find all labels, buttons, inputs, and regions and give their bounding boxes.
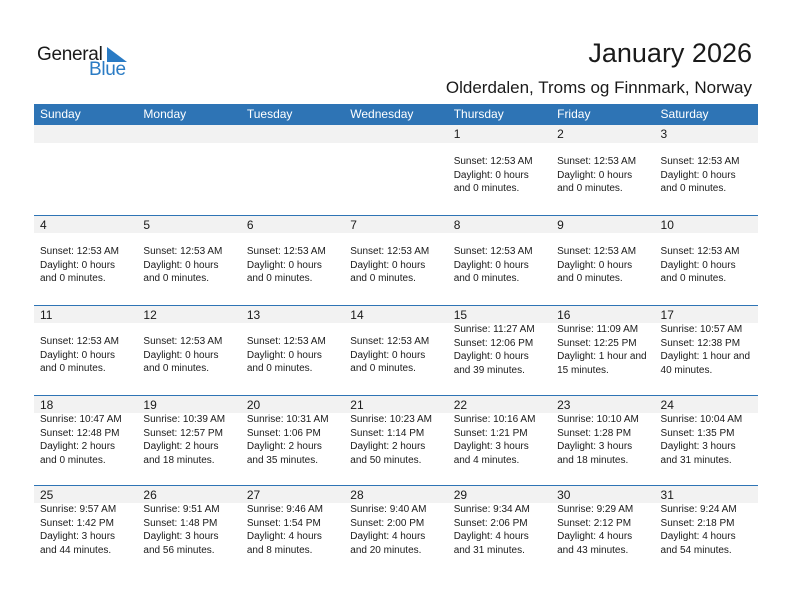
day-detail-line: Daylight: 4 hours — [453, 531, 529, 542]
weekday-sunday: Sunday — [40, 107, 81, 121]
day-cell — [241, 323, 344, 377]
day-number: 13 — [246, 308, 261, 322]
day-detail-line: Daylight: 2 hours — [40, 441, 116, 452]
day-detail-line: and 4 minutes. — [453, 454, 520, 466]
day-number: 24 — [660, 398, 674, 412]
day-number-row — [34, 215, 758, 233]
day-detail-line: Sunset: 2:00 PM — [350, 517, 425, 529]
day-detail-line: and 0 minutes. — [246, 363, 313, 374]
week-row — [34, 125, 758, 215]
day-detail-line: Daylight: 3 hours — [40, 531, 116, 542]
day-detail-line: Sunset: 1:42 PM — [40, 517, 114, 529]
weekday-tuesday: Tuesday — [246, 107, 293, 121]
logo-text-general: General — [37, 44, 103, 65]
day-detail-line: Sunset: 12:53 AM — [660, 156, 740, 167]
day-number — [241, 125, 344, 143]
weeks-container — [34, 125, 758, 575]
day-cell — [344, 143, 447, 196]
day-detail-line: Sunset: 12:48 PM — [40, 427, 120, 439]
day-cell — [655, 413, 758, 467]
day-detail-line: Sunrise: 10:04 AM — [660, 414, 743, 425]
day-detail-line: Sunrise: 10:57 AM — [660, 324, 743, 335]
day-detail-line: Sunrise: 11:09 AM — [557, 324, 639, 335]
day-detail-line: Sunset: 12:06 PM — [453, 337, 534, 349]
day-cell — [34, 233, 137, 286]
day-number: 19 — [143, 398, 157, 412]
week-row — [34, 485, 758, 575]
day-detail-line: and 0 minutes. — [40, 273, 106, 284]
day-detail-line: and 0 minutes. — [557, 273, 623, 284]
day-detail-line: Daylight: 0 hours — [143, 259, 219, 271]
day-detail-line: Sunset: 12:53 AM — [660, 246, 740, 257]
day-cell — [34, 323, 137, 377]
day-number: 16 — [557, 308, 571, 322]
day-detail-line: Sunset: 2:18 PM — [660, 517, 735, 529]
day-detail-line: and 0 minutes. — [453, 183, 520, 194]
logo-text-blue: Blue — [89, 59, 126, 80]
day-info-row — [34, 323, 758, 377]
day-detail-line: Sunset: 12:57 PM — [143, 427, 223, 439]
weekday-wednesday: Wednesday — [350, 107, 414, 121]
day-detail-line: Daylight: 3 hours — [557, 441, 633, 452]
day-detail-line: Daylight: 0 hours — [40, 259, 116, 271]
day-detail-line: Daylight: 3 hours — [453, 441, 529, 452]
day-detail-line: Daylight: 0 hours — [660, 169, 736, 181]
day-cell — [551, 143, 654, 196]
day-detail-line: Sunset: 1:35 PM — [660, 427, 735, 439]
day-detail-line: and 0 minutes. — [453, 273, 520, 284]
day-detail-line: and 0 minutes. — [40, 363, 106, 374]
day-number: 25 — [40, 488, 54, 502]
day-detail-line: Daylight: 3 hours — [143, 531, 219, 542]
day-detail-line: Daylight: 2 hours — [350, 441, 426, 452]
day-detail-line: and 35 minutes. — [246, 454, 319, 466]
day-number-row — [34, 485, 758, 503]
day-detail-line: Sunset: 2:06 PM — [453, 517, 528, 529]
day-detail-line: Daylight: 0 hours — [246, 349, 322, 361]
day-cell — [655, 503, 758, 557]
day-detail-line: Daylight: 3 hours — [660, 441, 736, 452]
day-number: 9 — [557, 218, 564, 232]
day-detail-line: Daylight: 0 hours — [40, 349, 116, 361]
weekday-saturday: Saturday — [660, 107, 709, 121]
day-detail-line: Sunset: 12:38 PM — [660, 337, 741, 349]
day-info-row — [34, 413, 758, 467]
day-detail-line: Sunrise: 9:29 AM — [557, 504, 634, 515]
day-detail-line: Sunset: 1:48 PM — [143, 517, 218, 529]
day-cell — [241, 143, 344, 196]
day-detail-line: Sunset: 12:53 AM — [143, 246, 223, 257]
day-number: 17 — [660, 308, 674, 322]
day-detail-line: and 0 minutes. — [143, 363, 210, 374]
day-detail-line: Sunset: 12:53 AM — [557, 246, 637, 257]
location-subtitle: Olderdalen, Troms og Finnmark, Norway — [445, 78, 752, 97]
day-cell — [344, 503, 447, 557]
day-detail-line: Sunset: 1:28 PM — [557, 427, 632, 439]
day-detail-line: Daylight: 0 hours — [143, 349, 219, 361]
day-detail-line: Sunset: 12:53 AM — [557, 156, 637, 167]
day-detail-line: Sunset: 12:53 AM — [143, 336, 223, 347]
calendar-grid — [34, 104, 758, 575]
day-number: 15 — [453, 308, 468, 322]
day-detail-line: Sunrise: 9:24 AM — [660, 504, 737, 515]
day-cell — [241, 233, 344, 286]
day-detail-line: Sunrise: 9:40 AM — [350, 504, 427, 515]
day-detail-line: Sunrise: 9:34 AM — [453, 504, 530, 515]
day-detail-line: and 0 minutes. — [246, 273, 313, 284]
day-cell — [448, 143, 551, 196]
day-detail-line: and 0 minutes. — [40, 454, 106, 466]
day-number: 30 — [557, 488, 571, 502]
day-number: 1 — [453, 127, 461, 141]
day-cell — [344, 413, 447, 467]
week-row — [34, 395, 758, 485]
day-detail-line: and 54 minutes. — [660, 544, 732, 556]
day-cell — [655, 143, 758, 196]
week-row — [34, 215, 758, 305]
day-info-row — [34, 503, 758, 557]
day-cell — [241, 503, 344, 557]
day-detail-line: and 0 minutes. — [350, 273, 416, 284]
day-number: 8 — [453, 218, 461, 232]
day-cell — [34, 413, 137, 467]
day-number: 7 — [350, 218, 357, 232]
day-detail-line: Sunset: 12:53 AM — [246, 336, 326, 347]
day-detail-line: Sunrise: 9:46 AM — [246, 504, 323, 515]
day-detail-line: Sunset: 12:53 AM — [453, 156, 533, 167]
day-cell — [448, 413, 551, 467]
day-number: 28 — [350, 488, 364, 502]
day-detail-line: Daylight: 1 hour and — [557, 351, 647, 362]
day-detail-line: Sunset: 12:53 AM — [453, 246, 533, 257]
day-detail-line: and 18 minutes. — [557, 454, 629, 466]
day-detail-line: Sunrise: 10:31 AM — [246, 414, 329, 425]
day-detail-line: and 50 minutes. — [350, 454, 422, 466]
day-cell — [137, 323, 240, 377]
day-detail-line: Sunset: 1:54 PM — [246, 517, 321, 529]
day-cell — [551, 413, 654, 467]
day-detail-line: Daylight: 0 hours — [557, 259, 633, 271]
day-detail-line: and 31 minutes. — [660, 454, 732, 466]
day-detail-line: Sunrise: 10:10 AM — [557, 414, 639, 425]
day-detail-line: and 43 minutes. — [557, 544, 629, 556]
day-cell — [344, 323, 447, 377]
day-detail-line: Sunrise: 9:57 AM — [40, 504, 117, 515]
day-detail-line: Daylight: 0 hours — [350, 349, 426, 361]
weekday-thursday: Thursday — [453, 107, 504, 121]
day-cell — [551, 323, 654, 377]
day-number-row — [34, 125, 758, 143]
day-detail-line: Sunset: 12:53 AM — [40, 246, 119, 257]
day-detail-line: and 56 minutes. — [143, 544, 215, 556]
day-number: 3 — [660, 127, 668, 141]
day-cell — [34, 143, 137, 196]
day-detail-line: Daylight: 2 hours — [143, 441, 219, 452]
day-number-row — [34, 395, 758, 413]
weekday-monday: Monday — [143, 107, 187, 121]
day-number: 27 — [246, 488, 261, 502]
day-detail-line: Sunrise: 10:23 AM — [350, 414, 432, 425]
day-cell — [137, 233, 240, 286]
day-detail-line: Sunrise: 9:51 AM — [143, 504, 220, 515]
day-cell — [241, 413, 344, 467]
day-detail-line: Daylight: 4 hours — [660, 531, 736, 542]
day-detail-line: and 31 minutes. — [453, 544, 525, 556]
day-number: 20 — [246, 398, 261, 412]
day-detail-line: Sunset: 1:06 PM — [246, 427, 321, 439]
day-cell — [448, 233, 551, 286]
week-row — [34, 305, 758, 395]
day-detail-line: Daylight: 0 hours — [350, 259, 426, 271]
day-detail-line: Sunrise: 10:47 AM — [40, 414, 122, 425]
day-number: 5 — [143, 218, 151, 232]
day-cell — [137, 143, 240, 196]
day-cell — [551, 233, 654, 286]
day-detail-line: Daylight: 2 hours — [246, 441, 322, 452]
day-detail-line: and 0 minutes. — [557, 183, 623, 194]
day-detail-line: and 8 minutes. — [246, 544, 313, 556]
day-detail-line: Sunrise: 10:39 AM — [143, 414, 226, 425]
day-number: 29 — [453, 488, 468, 502]
day-detail-line: and 0 minutes. — [143, 273, 210, 284]
day-detail-line: Daylight: 4 hours — [350, 531, 426, 542]
day-info-row — [34, 143, 758, 196]
day-detail-line: Sunrise: 11:27 AM — [453, 324, 535, 335]
day-number: 21 — [350, 398, 364, 412]
day-detail-line: Sunset: 1:21 PM — [453, 427, 528, 439]
day-detail-line: and 44 minutes. — [40, 544, 112, 556]
day-cell — [344, 233, 447, 286]
day-cell — [448, 503, 551, 557]
day-detail-line: 40 minutes. — [660, 364, 713, 376]
day-detail-line: Daylight: 4 hours — [246, 531, 322, 542]
day-number: 12 — [143, 308, 157, 322]
day-detail-line: Daylight: 0 hours — [246, 259, 322, 271]
day-cell — [137, 503, 240, 557]
day-number: 22 — [453, 398, 468, 412]
day-detail-line: and 39 minutes. — [453, 364, 525, 376]
day-detail-line: Daylight: 0 hours — [557, 169, 633, 181]
day-detail-line: Sunset: 12:25 PM — [557, 337, 637, 349]
day-detail-line: Sunrise: 10:16 AM — [453, 414, 536, 425]
day-number: 11 — [40, 308, 53, 322]
day-number: 6 — [246, 218, 254, 232]
page-title: January 2026 — [588, 38, 752, 68]
day-cell — [551, 503, 654, 557]
day-detail-line: Sunset: 12:53 AM — [350, 336, 430, 347]
day-number: 26 — [143, 488, 157, 502]
day-info-row — [34, 233, 758, 286]
day-detail-line: and 0 minutes. — [660, 183, 727, 194]
weekday-header — [34, 104, 758, 125]
day-detail-line: and 18 minutes. — [143, 454, 215, 466]
day-detail-line: Daylight: 0 hours — [453, 169, 529, 181]
day-number: 4 — [40, 218, 47, 232]
day-detail-line: Sunset: 12:53 AM — [350, 246, 430, 257]
weekday-friday: Friday — [557, 107, 591, 121]
day-detail-line: Daylight: 0 hours — [453, 351, 529, 362]
day-number — [34, 125, 137, 143]
day-detail-line: and 20 minutes. — [350, 544, 422, 556]
day-detail-line: and 0 minutes. — [350, 363, 416, 374]
day-detail-line: Daylight: 0 hours — [453, 259, 529, 271]
day-detail-line: Daylight: 1 hour and — [660, 351, 751, 362]
day-cell — [448, 323, 551, 377]
day-detail-line: Sunset: 2:12 PM — [557, 517, 632, 529]
day-number: 23 — [557, 398, 571, 412]
day-number-row — [34, 305, 758, 323]
day-number — [137, 125, 240, 143]
day-number: 14 — [350, 308, 364, 322]
day-number: 18 — [40, 398, 54, 412]
day-cell — [137, 413, 240, 467]
day-number — [344, 125, 447, 143]
day-number: 10 — [660, 218, 674, 232]
day-cell — [34, 503, 137, 557]
logo — [37, 44, 137, 80]
day-cell — [655, 323, 758, 377]
day-number: 31 — [660, 488, 674, 502]
day-detail-line: Sunset: 1:14 PM — [350, 427, 425, 439]
day-number: 2 — [557, 127, 564, 141]
day-detail-line: and 0 minutes. — [660, 273, 727, 284]
day-detail-line: Sunset: 12:53 AM — [246, 246, 326, 257]
day-detail-line: Daylight: 4 hours — [557, 531, 633, 542]
day-detail-line: Sunset: 12:53 AM — [40, 336, 119, 347]
day-cell — [655, 233, 758, 286]
day-detail-line: Daylight: 0 hours — [660, 259, 736, 271]
day-detail-line: 15 minutes. — [557, 364, 609, 376]
